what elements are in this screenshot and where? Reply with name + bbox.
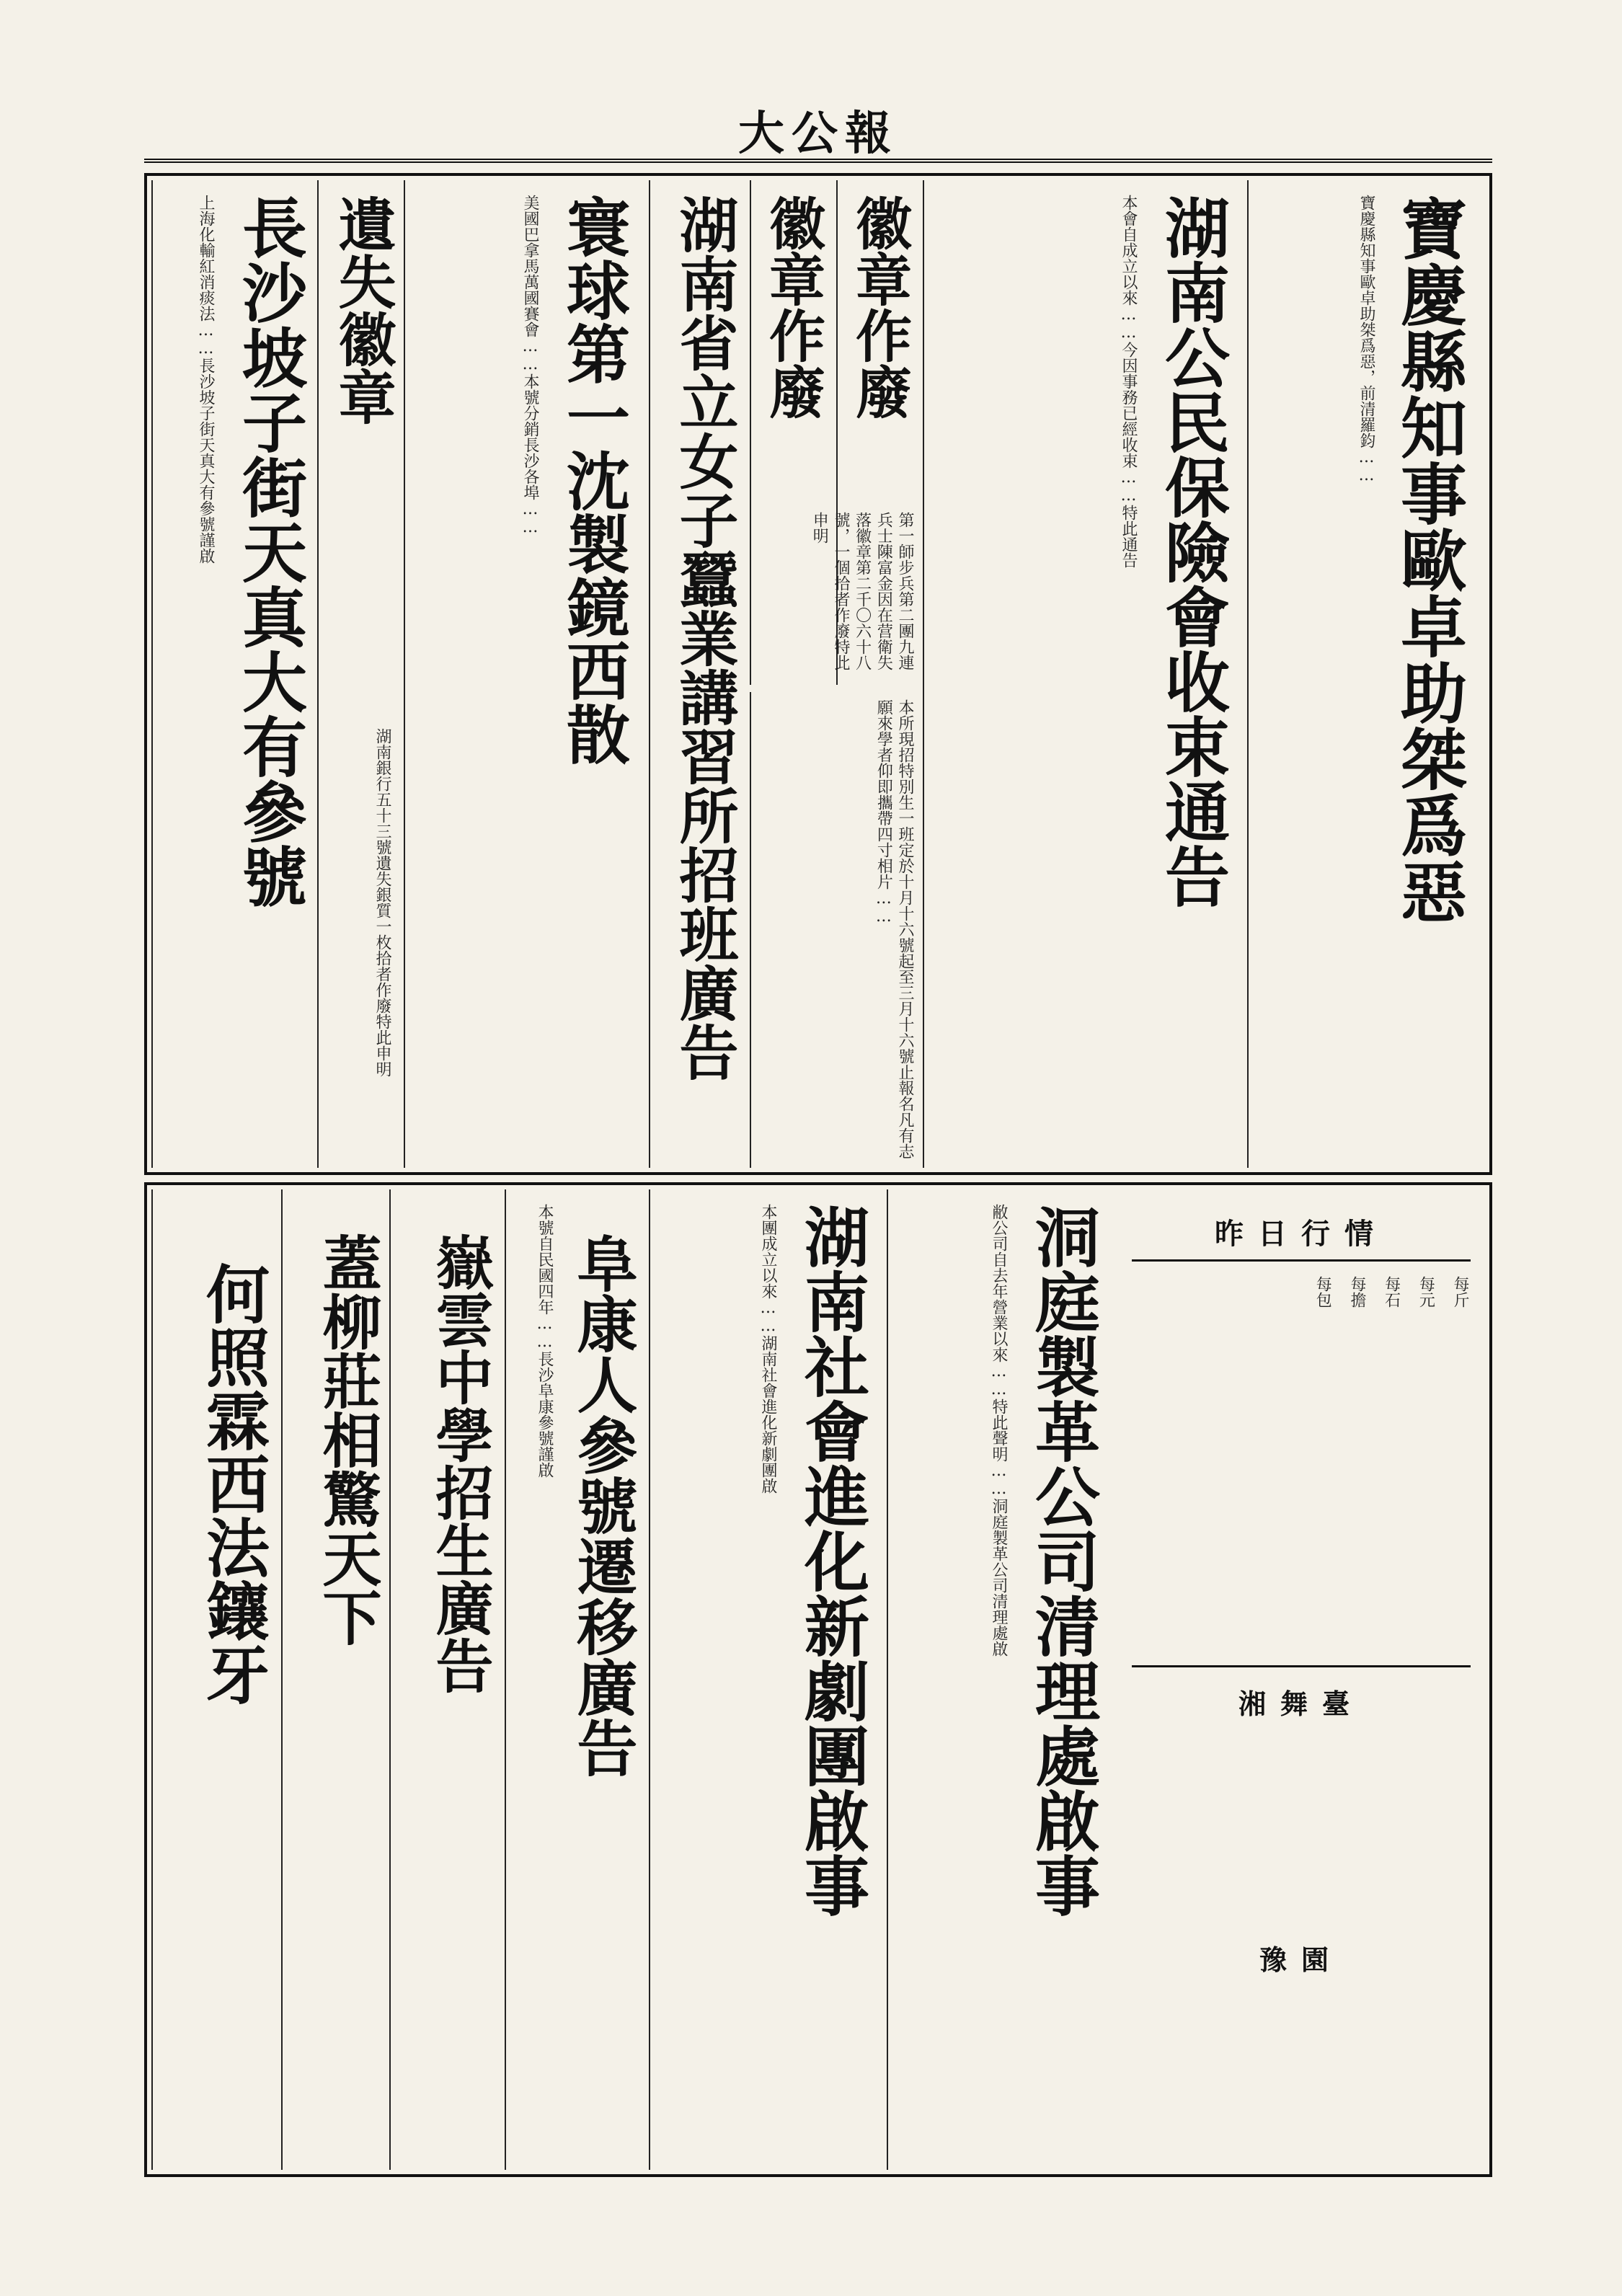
ad-body: 本團成立以來……湖南社會進化新劇團啟 [759, 1204, 777, 1494]
market-row: 每斤 [1451, 1276, 1469, 1308]
ad-title: 何照霖西法鑲牙 [196, 1262, 271, 1706]
ad-body: 上海化輸紅消痰法……長沙坡子街天真大有參號謹啟 [197, 195, 215, 564]
ad-body: 本號自民國四年……長沙阜康參號謹啟 [536, 1204, 554, 1478]
ad-body: 寶慶縣知事歐卓助桀爲惡，前清羅鈞…… [1357, 195, 1375, 484]
theater2-title: 豫園 [1259, 1943, 1343, 1976]
ad-title: 蓋柳莊相驚天下 [313, 1233, 382, 1646]
ad-column-drama-troupe [649, 1189, 887, 2170]
ad-column-lost-badge [317, 180, 404, 1168]
ad-column-yueyun-school [389, 1189, 505, 2170]
ad-title: 湖南公民保險會收束通告 [1153, 195, 1230, 908]
ad-column-ginseng-shop [151, 180, 317, 1168]
theater-title: 湘舞臺 [1238, 1688, 1364, 1720]
market-row: 每石 [1382, 1276, 1401, 1308]
ad-title: 洞庭製革公司清理處啟事 [1024, 1204, 1100, 1918]
ad-title: 阜康人參號遷移廣告 [567, 1233, 639, 1778]
ad-column-sericulture-body [750, 692, 923, 1168]
ad-title: 長沙坡子街天真大有參號 [231, 195, 307, 908]
ad-title: 寶慶縣知事歐卓助桀爲惡 [1390, 195, 1468, 924]
ad-column-mirror [404, 180, 649, 1168]
market-row: 每擔 [1347, 1276, 1366, 1308]
market-divider [1132, 1665, 1471, 1667]
ad-title: 湖南社會進化新劇團啟事 [793, 1204, 869, 1918]
ad-body: 敝公司自去年營業以來……特此聲明……洞庭製革公司清理處啟 [990, 1204, 1008, 1657]
market-title: 昨日行情 [1215, 1217, 1388, 1251]
ad-title: 徽章作廢 [846, 195, 912, 420]
ad-body: 湖南銀行五十三號遺失銀質一枚拾者作廢特此申明 [373, 728, 391, 1077]
market-row: 每包 [1313, 1276, 1332, 1308]
ad-title: 徽章作廢 [760, 195, 825, 420]
ad-column-badge-notice [750, 505, 923, 685]
theater-listing [1117, 1721, 1485, 1938]
ad-column-dentist [151, 1189, 281, 2170]
ad-column-baoqing [1247, 180, 1485, 1168]
ad-column-sericulture [649, 180, 750, 1168]
ad-title: 湖南省立女子蠶業講習所招班廣告 [670, 195, 739, 1081]
market-table [1117, 1269, 1485, 1658]
ad-body: 本所現招特別生一班定於十月十六號起至三月十六號止報名凡有志願來學者仰即攜帶四寸相片…… [874, 699, 914, 1159]
market-row: 每元 [1417, 1276, 1435, 1308]
ad-title: 遺失徽章 [329, 195, 396, 425]
market-prices [1117, 1189, 1485, 2170]
ad-column-physiognomy [281, 1189, 389, 2170]
ad-title: 寰球第一沈製鏡西散 [557, 195, 631, 766]
ad-body: 第一師步兵第二團九連兵士陳富金因在营衛失落徽章第二千〇六十八號，一個拾者作廢特此申明 [810, 512, 914, 670]
masthead [144, 101, 1492, 163]
ad-column-insurance [923, 180, 1247, 1168]
ad-column-fukang-ginseng [505, 1189, 649, 2170]
masthead-title: 大公報 [738, 107, 898, 161]
ad-title: 嶽雲中學招生廣告 [426, 1233, 494, 1694]
ad-body: 美國巴拿馬萬國賽會……本號分銷長沙各埠…… [521, 195, 539, 536]
ad-column-tannery [887, 1189, 1117, 2170]
ad-body: 本會自成立以來……今因事務已經收束……特此通告 [1120, 195, 1138, 568]
market-divider [1132, 1259, 1471, 1262]
